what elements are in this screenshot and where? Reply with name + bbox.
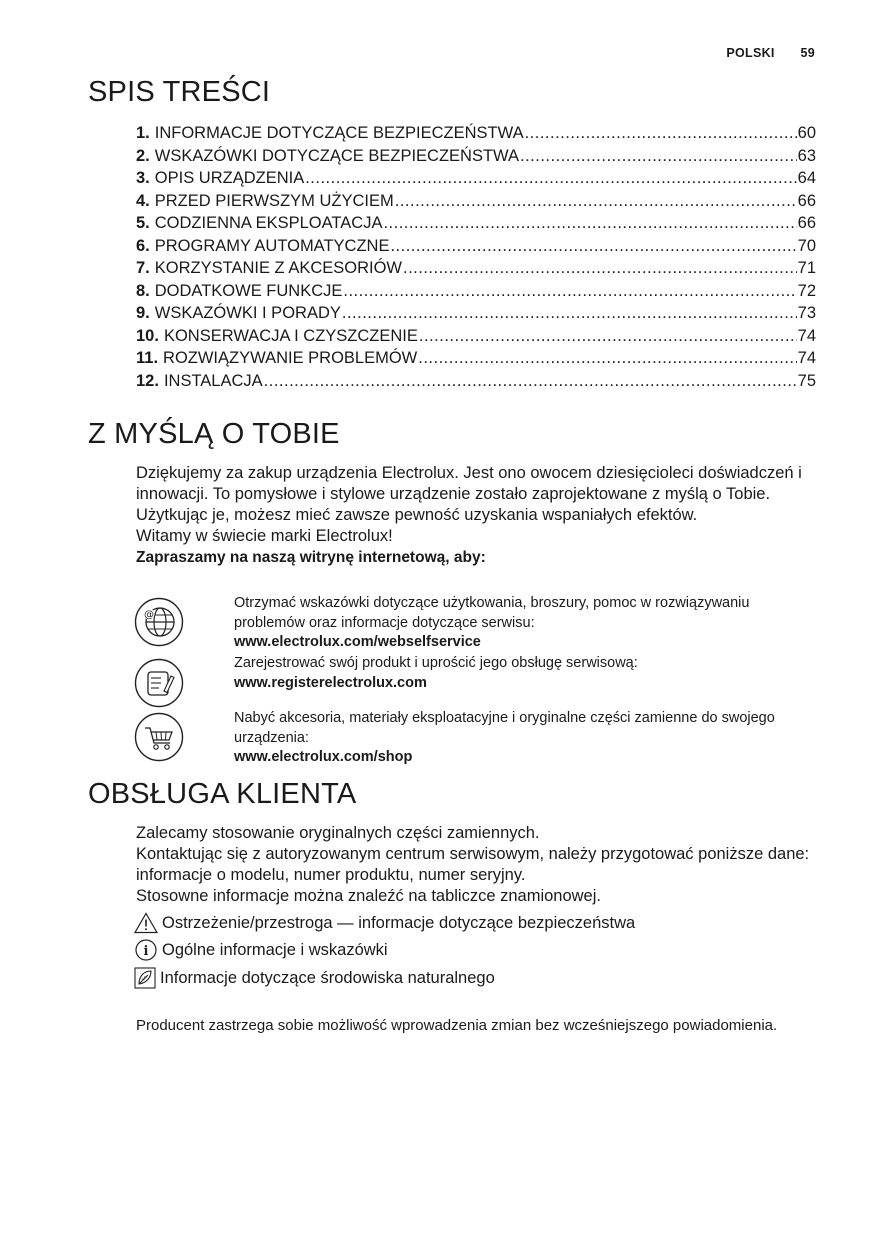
cart-icon <box>134 712 184 762</box>
legend-item <box>134 967 495 989</box>
website-intro: Zapraszamy na naszą witrynę internetową, aby: <box>136 549 486 566</box>
toc-item[interactable] <box>136 212 816 235</box>
web-item-text <box>234 594 814 653</box>
toc-item[interactable] <box>136 280 816 303</box>
web-item-description: Nabyć akcesoria, materiały eksploatacyjne i oryginalne części zamienne do swojego urządzenia: <box>234 710 775 746</box>
toc-item[interactable] <box>136 145 816 168</box>
legend-text: Ostrzeżenie/przestroga — informacje dotyczące bezpieczeństwa <box>162 913 636 932</box>
toc-item[interactable] <box>136 347 816 370</box>
web-item-description: Zarejestrować swój produkt i uprościć jego obsługę serwisową: <box>234 655 638 671</box>
toc-item-label: INFORMACJE DOTYCZĄCE BEZPIECZEŃSTWA <box>154 124 524 142</box>
legend-text: Ogólne informacje i wskazówki <box>162 940 388 959</box>
toc-item-number: 4. <box>136 191 150 210</box>
toc-leader-dots <box>403 257 797 280</box>
leaf-icon <box>134 967 156 989</box>
register-link[interactable]: www.registerelectrolux.com <box>234 674 427 691</box>
service-title: OBSŁUGA KLIENTA <box>88 778 357 810</box>
register-icon <box>134 658 184 708</box>
toc-item-label: CODZIENNA EKSPLOATACJA <box>154 214 383 232</box>
toc-item-number: 6. <box>136 236 150 255</box>
toc-item-label: WSKAZÓWKI I PORADY <box>154 304 341 322</box>
toc-item-label: PRZED PIERWSZYM UŻYCIEM <box>154 191 394 210</box>
toc-leader-dots <box>520 145 797 168</box>
toc-item[interactable] <box>136 235 816 258</box>
toc-leader-dots <box>525 122 797 145</box>
toc-item-number: 12. <box>136 371 159 390</box>
toc-item-number: 5. <box>136 214 150 232</box>
page-number: 59 <box>800 46 815 60</box>
welcome-text: Witamy w świecie marki Electrolux! <box>136 527 393 545</box>
web-item-description: Otrzymać wskazówki dotyczące użytkowania, broszury, pomoc w rozwiązywaniu problemów oraz informacje dotyczące serwisu: <box>234 595 750 631</box>
toc-item[interactable] <box>136 302 816 325</box>
toc-item-number: 8. <box>136 281 150 300</box>
toc-item-page: 70 <box>797 236 816 255</box>
toc-item[interactable] <box>136 167 816 190</box>
page-header <box>726 46 815 60</box>
globe-icon <box>134 597 184 647</box>
toc-item[interactable] <box>136 257 816 280</box>
legend-text: Informacje dotyczące środowiska naturalnego <box>160 968 495 987</box>
toc-item-number: 3. <box>136 169 150 187</box>
footer-note: Producent zastrzega sobie możliwość wprowadzenia zmian bez wcześniejszego powiadomienia. <box>136 1017 778 1034</box>
toc-item[interactable] <box>136 122 816 145</box>
service-line: Stosowne informacje można znaleźć na tabliczce znamionowej. <box>136 887 601 905</box>
service-line: Kontaktując się z autoryzowanym centrum serwisowym, należy przygotować poniższe dane: informacje o modelu, numer produktu, numer seryjny. <box>136 845 810 884</box>
service-section <box>136 823 816 907</box>
toc-item-page: 74 <box>797 326 816 345</box>
toc-leader-dots <box>343 280 796 303</box>
toc-item-number: 11. <box>136 349 159 367</box>
toc-item-page: 71 <box>797 259 816 277</box>
toc-leader-dots <box>395 190 797 213</box>
svg-text:@: @ <box>144 609 154 621</box>
toc-item[interactable] <box>136 370 816 393</box>
legend-item <box>134 939 388 961</box>
toc-leader-dots <box>383 212 796 235</box>
toc-item-page: 64 <box>797 169 816 187</box>
toc-item[interactable] <box>136 325 816 348</box>
info-icon <box>134 939 158 961</box>
toc-item-label: DODATKOWE FUNKCJE <box>154 281 343 300</box>
legend-item <box>134 912 635 934</box>
toc-item-label: PROGRAMY AUTOMATYCZNE <box>154 236 390 255</box>
toc-item-page: 73 <box>797 304 816 322</box>
toc-leader-dots <box>305 167 796 190</box>
toc-item-page: 72 <box>797 281 816 300</box>
toc-item-page: 74 <box>797 349 816 367</box>
toc-leader-dots <box>390 235 796 258</box>
about-section <box>136 463 816 568</box>
toc-item-label: KORZYSTANIE Z AKCESORIÓW <box>154 259 402 277</box>
toc-item-page: 66 <box>797 191 816 210</box>
web-item-text <box>234 709 814 768</box>
toc-item-number: 10. <box>136 326 159 345</box>
toc-item-page: 66 <box>797 214 816 232</box>
about-title: Z MYŚLĄ O TOBIE <box>88 418 340 450</box>
svg-text:i: i <box>143 944 149 959</box>
toc-title: SPIS TREŚCI <box>88 76 271 108</box>
toc-leader-dots <box>264 370 797 393</box>
toc-item-number: 9. <box>136 304 150 322</box>
toc-item-label: ROZWIĄZYWANIE PROBLEMÓW <box>163 349 418 367</box>
shop-link[interactable]: www.electrolux.com/shop <box>234 749 413 765</box>
toc-item-number: 7. <box>136 259 150 277</box>
toc-item-number: 1. <box>136 124 150 142</box>
warning-icon <box>134 912 158 934</box>
webselfservice-link[interactable]: www.electrolux.com/webselfservice <box>234 634 481 650</box>
about-paragraph: Dziękujemy za zakup urządzenia Electrolux. Jest ono owocem dziesięcioleci doświadczeń i innowacji. To pomysłowe i stylowe urządzenie zostało zaprojektowane z myślą o Tobie. Użytkując je, możesz mieć zawsze pewność uzyskania wspaniałych efektów. <box>136 464 802 524</box>
table-of-contents <box>136 122 816 392</box>
toc-item-label: WSKAZÓWKI DOTYCZĄCE BEZPIECZEŃSTWA <box>154 146 520 165</box>
toc-item-label: INSTALACJA <box>163 371 263 390</box>
toc-item-page: 60 <box>797 124 816 142</box>
toc-item-page: 63 <box>797 146 816 165</box>
web-item-text <box>234 654 814 693</box>
language-label: POLSKI <box>726 46 775 60</box>
toc-item-label: OPIS URZĄDZENIA <box>154 169 305 187</box>
toc-leader-dots <box>342 302 797 325</box>
toc-item-label: KONSERWACJA I CZYSZCZENIE <box>163 326 418 345</box>
toc-leader-dots <box>419 325 797 348</box>
toc-item-number: 2. <box>136 146 150 165</box>
toc-leader-dots <box>418 347 796 370</box>
toc-item-page: 75 <box>797 371 816 390</box>
service-line: Zalecamy stosowanie oryginalnych części zamiennych. <box>136 824 540 842</box>
toc-item[interactable] <box>136 190 816 213</box>
